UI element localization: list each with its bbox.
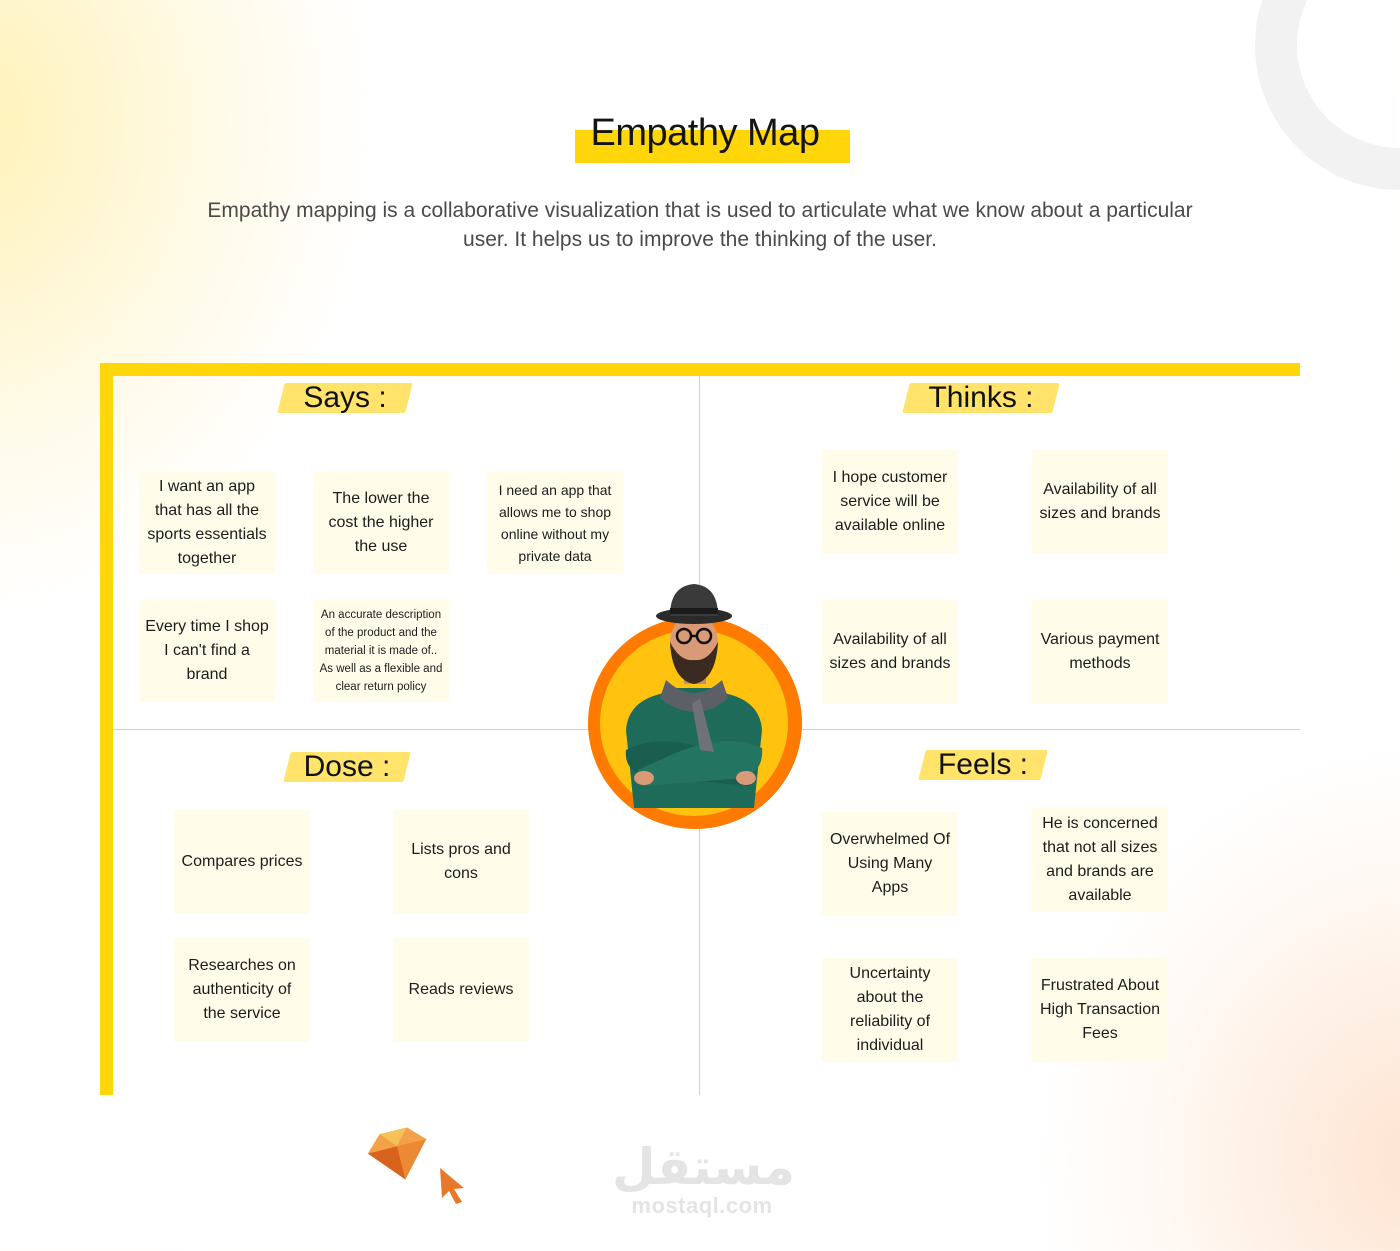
feels-label: Feels :	[922, 750, 1044, 780]
does-label: Dose :	[287, 752, 407, 782]
sticky-note: I want an app that has all the sports essentials together	[139, 472, 275, 574]
title-block	[575, 112, 850, 164]
watermark-latin: mostaql.com	[631, 1193, 773, 1218]
sticky-note: Every time I shop I can't find a brand	[139, 600, 275, 702]
sticky-note: Various payment methods	[1032, 600, 1168, 704]
sticky-note: An accurate description of the product and the material it is made of.. As well as a flexible and clear return policy	[313, 600, 449, 702]
sticky-note: Frustrated About High Transaction Fees	[1032, 958, 1168, 1062]
sticky-note: Compares prices	[174, 810, 310, 914]
sticky-note: Uncertainty about the reliability of individual	[822, 958, 958, 1062]
thinks-label: Thinks :	[906, 383, 1056, 413]
watermark	[612, 1138, 795, 1218]
sticky-note: The lower the cost the higher the use	[313, 472, 449, 574]
sticky-note: Researches on authenticity of the service	[174, 938, 310, 1042]
watermark-arabic: مستقل	[612, 1138, 795, 1196]
sticky-note: Overwhelmed Of Using Many Apps	[822, 812, 958, 916]
persona-avatar	[604, 580, 784, 808]
decorative-ring	[1255, 0, 1400, 190]
board-top-border	[100, 363, 1300, 376]
says-label: Says :	[281, 383, 409, 413]
sticky-note: I hope customer service will be available online	[822, 450, 958, 554]
board-left-border	[100, 363, 113, 1095]
cursor-arrow-icon	[436, 1166, 468, 1206]
sticky-note: Availability of all sizes and brands	[822, 600, 958, 704]
page-title: Empathy Map	[590, 112, 820, 154]
sticky-note: Lists pros and cons	[393, 810, 529, 914]
sticky-note: I need an app that allows me to shop online without my private data	[487, 472, 623, 574]
sticky-note: He is concerned that not all sizes and brands are available	[1032, 808, 1168, 912]
sticky-note: Reads reviews	[393, 938, 529, 1042]
sticky-note: Availability of all sizes and brands	[1032, 450, 1168, 554]
page-description: Empathy mapping is a collaborative visualization that is used to articulate what we know about a particular user. It helps us to improve the thinking of the user.	[207, 199, 1193, 251]
